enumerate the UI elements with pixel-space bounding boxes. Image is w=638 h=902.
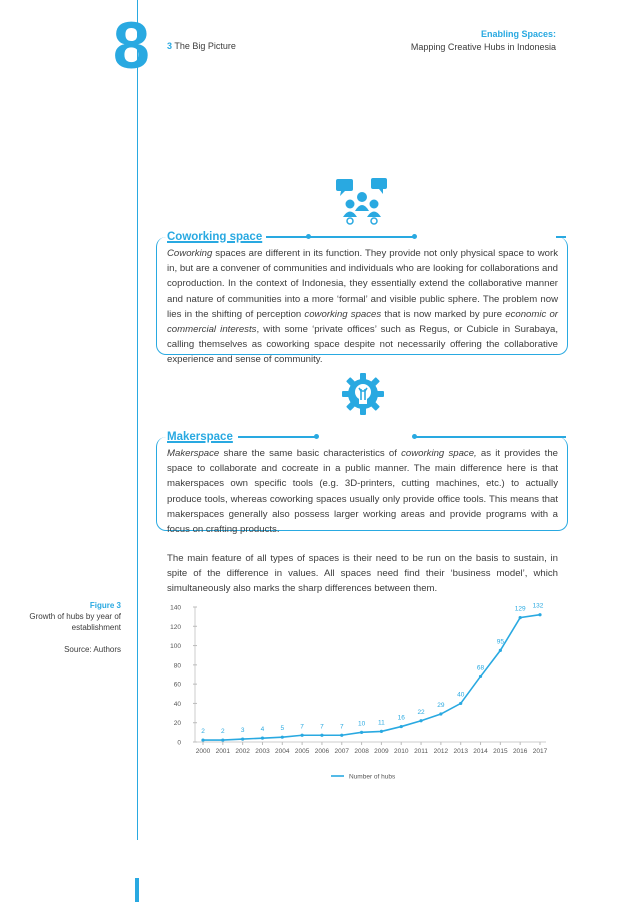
data-label: 10: [357, 720, 366, 728]
x-tick-label: 2008: [354, 748, 369, 755]
chapter-title: The Big Picture: [174, 41, 236, 51]
data-point: [241, 738, 244, 741]
x-tick-label: 2004: [275, 748, 290, 755]
data-point: [538, 613, 541, 616]
makerspace-title: Makerspace: [167, 431, 233, 443]
x-tick-label: 2001: [215, 748, 231, 755]
x-tick-label: 2016: [512, 748, 528, 755]
data-label: 3: [240, 727, 245, 735]
data-label: 4: [260, 726, 265, 734]
margin-rule: [137, 0, 138, 840]
data-point: [340, 734, 343, 737]
x-tick-label: 2000: [195, 748, 211, 755]
data-label: 132: [532, 602, 544, 610]
data-point: [201, 738, 204, 741]
data-label: 7: [339, 723, 344, 731]
y-tick-label: 100: [170, 643, 181, 651]
data-label: 2: [201, 728, 205, 736]
chapter-number: 3: [167, 41, 173, 51]
data-label: 11: [378, 719, 385, 727]
x-tick-label: 2010: [394, 748, 409, 755]
text-run: coworking spaces: [304, 308, 382, 320]
data-point: [301, 734, 304, 737]
gear-lightbulb-wrench-icon: [341, 372, 385, 421]
x-tick-label: 2015: [493, 748, 508, 755]
community-chat-icon: [333, 177, 391, 230]
x-tick-label: 2009: [374, 748, 389, 755]
x-tick-label: 2014: [473, 748, 488, 755]
x-tick-label: 2005: [294, 748, 310, 755]
text-run: , with some ‘private offices’ such as Regus, or Cubicle in Surabaya, calling themselves as coworking space despite not necessarily offering the collaborative experience and sense of community.: [167, 324, 558, 366]
text-run: as it provides the space to collaborate and cocreate in a public manner. The main difference here is that makerspaces own specific tools (e.g. 3D-printers, cutting machines, etc.) to actually produce tools, whereas coworking spaces usually only provide office tools. This means that makerspaces generally also possess larger working areas and provide programs with a focus on crafting products.: [167, 448, 559, 536]
data-label: 5: [280, 725, 285, 733]
data-label: 16: [397, 714, 405, 722]
data-point: [499, 649, 502, 652]
data-label: 22: [417, 708, 425, 716]
coworking-title: Coworking space: [167, 231, 263, 243]
makerspace-text: [167, 446, 558, 537]
page-footer-bar: [135, 878, 139, 902]
data-point: [380, 730, 383, 733]
figure-source: Source: Authors: [64, 645, 121, 654]
hubs-growth-chart: [168, 595, 568, 785]
publication-subtitle: Mapping Creative Hubs in Indonesia: [410, 42, 556, 52]
box-top-rule: [556, 236, 566, 238]
text-run: economic or commercial interests: [167, 308, 558, 336]
data-label: 2: [221, 728, 225, 736]
page-number: 8: [113, 8, 148, 82]
figure-label: Figure 3: [89, 601, 121, 610]
y-tick-label: 40: [173, 700, 181, 708]
text-run: spaces are different in its function. They provide not only physical space to work in, but are a convener of communities and individuals who are looking for collaborations and coproduction. In the context of Indonesia, they essentially extend the collaborative manner and nature of communities into a more ‘formal’ and visible public sphere. The problem now lies in the shifting of perception: [167, 248, 558, 320]
x-tick-label: 2013: [453, 748, 468, 755]
figure-caption-block: [11, 600, 121, 655]
text-run: coworking space,: [401, 448, 477, 459]
text-run: share the same basic characteristics of: [219, 448, 402, 459]
data-label: 68: [476, 664, 485, 672]
x-tick-label: 2007: [334, 748, 349, 755]
data-point: [281, 736, 284, 739]
body-paragraph: The main feature of all types of spaces is their need to be run on the basis to sustain, in spite of the difference in values. All spaces need find their ‘business model’, which simultaneously also marks the sharp differences between them.: [167, 553, 558, 595]
data-point: [479, 675, 482, 678]
x-tick-label: 2003: [255, 748, 270, 755]
x-tick-label: 2006: [314, 748, 330, 755]
data-label: 29: [437, 702, 445, 710]
legend-label: Number of hubs: [349, 773, 396, 781]
y-tick-label: 80: [173, 662, 181, 670]
text-run: Makerspace: [167, 448, 220, 459]
y-tick-label: 120: [170, 623, 181, 631]
data-label: 129: [514, 605, 526, 613]
data-point: [439, 712, 442, 715]
y-tick-label: 20: [173, 720, 181, 728]
x-tick-label: 2011: [414, 748, 429, 755]
data-label: 40: [457, 691, 465, 699]
data-label: 95: [496, 638, 504, 646]
publication-title: Enabling Spaces:: [480, 29, 556, 39]
data-point: [519, 616, 522, 619]
data-point: [360, 731, 363, 734]
x-tick-label: 2012: [433, 748, 449, 755]
chapter-heading: [167, 41, 236, 51]
y-tick-label: 0: [177, 739, 181, 747]
text-run: Coworking: [167, 248, 213, 259]
y-tick-label: 140: [170, 604, 181, 612]
data-label: 7: [300, 723, 304, 731]
text-run: that is now marked by pure: [381, 308, 506, 320]
data-point: [459, 702, 462, 705]
running-header: [411, 28, 556, 54]
data-point: [419, 719, 422, 722]
series-line: [203, 615, 540, 740]
data-point: [221, 738, 224, 741]
data-point: [261, 737, 264, 740]
x-tick-label: 2017: [532, 748, 548, 755]
x-tick-label: 2002: [235, 748, 250, 755]
figure-caption: Growth of hubs by year of establishment: [29, 612, 121, 632]
coworking-text: [167, 246, 558, 368]
y-tick-label: 60: [173, 681, 181, 689]
data-label: 7: [320, 723, 324, 731]
data-point: [400, 725, 403, 728]
data-point: [320, 734, 323, 737]
